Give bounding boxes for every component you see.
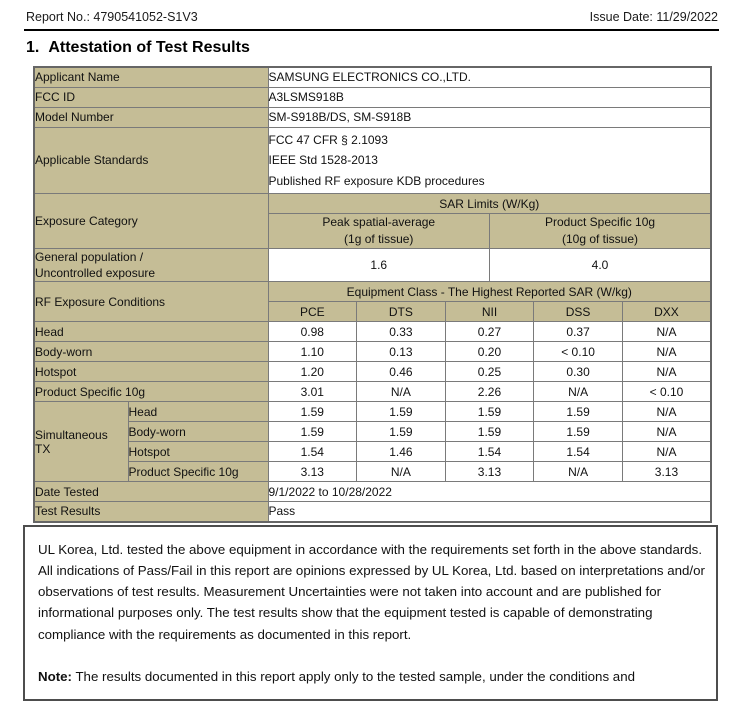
sar-value: 1.59: [357, 402, 446, 422]
sar-value: N/A: [357, 382, 446, 402]
sar-value: 1.59: [445, 422, 534, 442]
row-label: Head: [128, 402, 268, 422]
attestation-note: [38, 666, 705, 687]
sar-limit-value-10g: 4.0: [489, 249, 711, 282]
row-label: Body-worn: [34, 342, 268, 362]
report-number: Report No.: 4790541052-S1V3: [26, 10, 198, 24]
sar-value: 0.33: [357, 322, 446, 342]
table-row-date-tested: [34, 482, 711, 502]
sar-value: 0.98: [268, 322, 357, 342]
standards-line: FCC 47 CFR § 2.1093: [269, 130, 711, 151]
equipment-class-header: Equipment Class - The Highest Reported SAR (W/kg): [268, 282, 711, 302]
sar-value: 3.13: [622, 462, 711, 482]
table-row-head: [34, 322, 711, 342]
sar-value: 1.20: [268, 362, 357, 382]
section-title: Attestation of Test Results: [48, 39, 250, 56]
sar-value: 2.26: [445, 382, 534, 402]
sar-value: 0.27: [445, 322, 534, 342]
test-results-label: Test Results: [34, 502, 268, 522]
sar-value: < 0.10: [622, 382, 711, 402]
table-row-test-results: [34, 502, 711, 522]
sar-limit-value-1g: 1.6: [268, 249, 489, 282]
model-label: Model Number: [34, 107, 268, 127]
model-value: SM-S918B/DS, SM-S918B: [268, 107, 711, 127]
attestation-statement-box: [23, 525, 718, 701]
sar-value: 1.59: [268, 422, 357, 442]
table-row-product-specific: [34, 382, 711, 402]
simultaneous-tx-line1: Simultaneous: [35, 428, 128, 442]
general-population-label: [34, 249, 268, 282]
sar-value: 1.54: [268, 442, 357, 462]
sar-value: N/A: [622, 422, 711, 442]
table-row-model: [34, 107, 711, 127]
page-header: [24, 0, 719, 31]
sar-value: 1.59: [268, 402, 357, 422]
sar-limit-col2: [489, 214, 711, 249]
standards-value: [268, 127, 711, 194]
fccid-label: FCC ID: [34, 87, 268, 107]
sar-value: N/A: [622, 342, 711, 362]
row-label: Product Specific 10g: [128, 462, 268, 482]
date-tested-label: Date Tested: [34, 482, 268, 502]
table-row-sar-limits-header: [34, 194, 711, 214]
sar-value: N/A: [534, 382, 623, 402]
sar-value: 1.59: [445, 402, 534, 422]
row-label: Hotspot: [34, 362, 268, 382]
sar-value: 1.59: [534, 422, 623, 442]
general-population-line1: General population /: [35, 249, 268, 265]
sar-value: 1.54: [534, 442, 623, 462]
sar-limit-col1: [268, 214, 489, 249]
simultaneous-tx-line2: TX: [35, 442, 128, 456]
sar-value: 3.01: [268, 382, 357, 402]
table-row-hotspot: [34, 362, 711, 382]
sar-value: 0.13: [357, 342, 446, 362]
fccid-value: A3LSMS918B: [268, 87, 711, 107]
table-row-simtx-product-specific: [34, 462, 711, 482]
table-row-standards: [34, 127, 711, 194]
column-header-dts: DTS: [357, 302, 446, 322]
sar-value: N/A: [622, 362, 711, 382]
note-label: Note:: [38, 669, 72, 684]
column-header-dxx: DXX: [622, 302, 711, 322]
table-row-simtx-hotspot: [34, 442, 711, 462]
sar-value: 0.25: [445, 362, 534, 382]
issue-date: Issue Date: 11/29/2022: [590, 10, 718, 24]
table-row-applicant: [34, 67, 711, 87]
attestation-table: [33, 66, 712, 523]
sar-value: 0.30: [534, 362, 623, 382]
table-row-simtx-bodyworn: [34, 422, 711, 442]
sar-limit-col1-line1: Peak spatial-average: [269, 214, 489, 231]
sar-limits-header: SAR Limits (W/Kg): [268, 194, 711, 214]
sar-value: N/A: [622, 442, 711, 462]
simultaneous-tx-label: [34, 402, 128, 482]
sar-value: 0.20: [445, 342, 534, 362]
sar-limit-col1-line2: (1g of tissue): [269, 231, 489, 248]
sar-value: 1.59: [357, 422, 446, 442]
sar-value: N/A: [357, 462, 446, 482]
applicant-value: SAMSUNG ELECTRONICS CO.,LTD.: [268, 67, 711, 87]
applicant-label: Applicant Name: [34, 67, 268, 87]
section-number: 1.: [26, 39, 39, 56]
sar-value: 1.46: [357, 442, 446, 462]
sar-value: 0.37: [534, 322, 623, 342]
sar-value: 3.13: [268, 462, 357, 482]
date-tested-value: 9/1/2022 to 10/28/2022: [268, 482, 711, 502]
row-label: Hotspot: [128, 442, 268, 462]
row-label: Product Specific 10g: [34, 382, 268, 402]
sar-limit-col2-line1: Product Specific 10g: [490, 214, 710, 231]
page-title: [26, 39, 743, 57]
sar-value: 1.54: [445, 442, 534, 462]
table-row-general-population: [34, 249, 711, 282]
standards-label: Applicable Standards: [34, 127, 268, 194]
note-text: The results documented in this report apply only to the tested sample, under the conditions and: [72, 669, 635, 684]
row-label: Head: [34, 322, 268, 342]
sar-value: N/A: [622, 402, 711, 422]
exposure-category-label: Exposure Category: [34, 194, 268, 249]
table-row-bodyworn: [34, 342, 711, 362]
test-results-value: Pass: [268, 502, 711, 522]
table-row-simtx-head: [34, 402, 711, 422]
general-population-line2: Uncontrolled exposure: [35, 265, 268, 281]
column-header-pce: PCE: [268, 302, 357, 322]
column-header-dss: DSS: [534, 302, 623, 322]
sar-value: 1.59: [534, 402, 623, 422]
sar-value: 3.13: [445, 462, 534, 482]
sar-value: < 0.10: [534, 342, 623, 362]
table-row-fccid: [34, 87, 711, 107]
table-row-equipment-class-header: [34, 282, 711, 302]
sar-value: 0.46: [357, 362, 446, 382]
row-label: Body-worn: [128, 422, 268, 442]
sar-limit-col2-line2: (10g of tissue): [490, 231, 710, 248]
rf-exposure-conditions-label: RF Exposure Conditions: [34, 282, 268, 322]
sar-value: N/A: [534, 462, 623, 482]
column-header-nii: NII: [445, 302, 534, 322]
sar-value: 1.10: [268, 342, 357, 362]
sar-value: N/A: [622, 322, 711, 342]
standards-line: Published RF exposure KDB procedures: [269, 171, 711, 192]
standards-line: IEEE Std 1528-2013: [269, 150, 711, 171]
attestation-paragraph: UL Korea, Ltd. tested the above equipment in accordance with the requirements set forth in the above standards. All indications of Pass/Fail in this report are opinions expressed by UL Korea, Ltd. based on interpretations and/or observations of test results. Measurement Uncertainties were not taken into account and are published for informational purposes only. The test results show that the equipment tested is capable of demonstrating compliance with the requirements as documented in this report.: [38, 539, 705, 645]
